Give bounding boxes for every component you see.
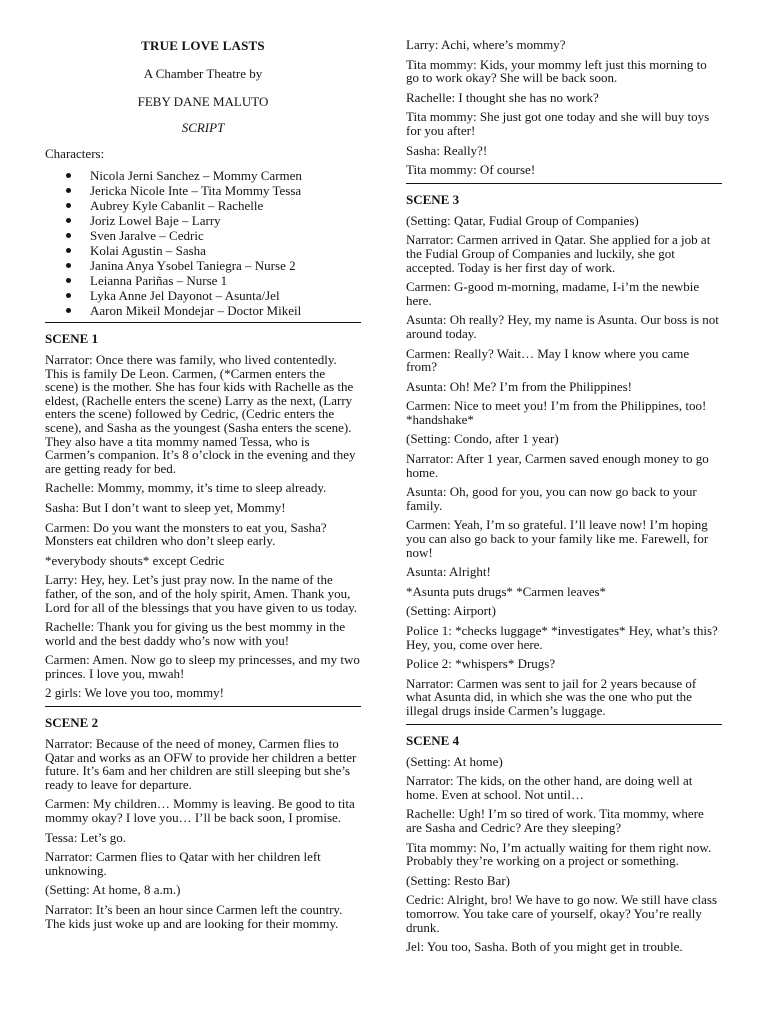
bullet-icon (66, 293, 71, 298)
cast-name: Lyka Anne Jel Dayonot – Asunta/Jel (90, 288, 280, 303)
script-line: Tita mommy: She just got one today and she will buy toys for you after! (406, 109, 710, 138)
cast-name: Aaron Mikeil Mondejar – Doctor Mikeil (90, 303, 302, 318)
right-column (406, 0, 722, 960)
cast-name: Nicola Jerni Sanchez – Mommy Carmen (90, 168, 302, 183)
cast-item (45, 258, 361, 273)
bullet-icon (66, 218, 71, 223)
scene-heading: SCENE 4 (406, 732, 460, 748)
script-line: Rachelle: Thank you for giving us the best mommy in the world and the best daddy who’s now with you! (45, 619, 346, 648)
cast-item (45, 228, 361, 243)
script-line: Narrator: Carmen was sent to jail for 2 years because of what Asunta did, in which she was the one who put the illegal drugs inside Carmen’s luggage. (406, 675, 697, 718)
characters-label: Characters: (45, 146, 105, 161)
cast-name: Aubrey Kyle Cabanlit – Rachelle (90, 198, 264, 213)
cast-list (45, 168, 361, 318)
bullet-icon (66, 263, 71, 268)
cast-item (45, 168, 361, 183)
cast-item (45, 198, 361, 213)
script-line: Narrator: Because of the need of money, Carmen flies to Qatar and works as an OFW to provide her children a better future. It’s 6am and her children are still sleeping but she’s ready to leave for departure. (45, 736, 357, 792)
play-title: TRUE LOVE LASTS (141, 38, 265, 53)
bullet-icon (66, 308, 71, 313)
cast-name: Kolai Agustin – Sasha (90, 243, 206, 258)
left-column-body (45, 331, 361, 930)
bullet-icon (66, 233, 71, 238)
script-line: Narrator: After 1 year, Carmen saved enough money to go home. (406, 451, 709, 480)
script-line: (Setting: Condo, after 1 year) (406, 431, 559, 447)
cast-item (45, 273, 361, 288)
script-line: Jel: You too, Sasha. Both of you might get in trouble. (406, 939, 683, 955)
script-line: Rachelle: Ugh! I’m so tired of work. Tita mommy, where are Sasha and Cedric? Are they sleeping? (406, 806, 704, 835)
script-line: Carmen: Do you want the monsters to eat you, Sasha? Monsters eat children who don’t sleep early. (45, 519, 327, 549)
script-line: Carmen: My children… Mommy is leaving. Be good to tita mommy okay? I love you… I’ll be back soon, I promise. (45, 796, 355, 826)
script-line: Sasha: Really?! (406, 142, 488, 158)
divider (406, 183, 722, 184)
script-line: Carmen: Amen. Now go to sleep my princesses, and my two princes. I love you, mwah! (45, 652, 360, 681)
cast-item (45, 213, 361, 228)
script-line: Carmen: Nice to meet you! I’m from the Philippines, too! *handshake* (406, 398, 707, 427)
bullet-icon (66, 188, 71, 193)
play-subtitle: A Chamber Theatre by (143, 66, 263, 81)
cast-name: Leianna Pariñas – Nurse 1 (90, 273, 228, 288)
script-line: Asunta: Oh! Me? I’m from the Philippines! (406, 378, 633, 394)
document-header (45, 38, 361, 136)
script-line: Carmen: Yeah, I’m so grateful. I’ll leave now! I’m hoping you can also go back to your family like me. Farewell, for now! (406, 517, 709, 560)
script-line: Narrator: The kids, on the other hand, are doing well at home. Even at school. Not until… (406, 773, 693, 802)
script-line: (Setting: Qatar, Fudial Group of Companies) (406, 212, 639, 228)
script-line: Narrator: Once there was family, who lived contentedly. This is family De Leon. Carmen, (*Carmen enters the scene) is the mother. She has four kids with Rachelle as the eldest, (Rachelle enters the scene) Larry as the next, (Larry enters the scene) followed by Cedric, (Cedric enters the scene), and Sasha as the youngest (Sasha enters the scene). They also have a tita mommy named Tessa, who is Carmen’s companion. It’s 8 o’clock in the evening and they are getting ready for bed. (45, 352, 356, 476)
script-line: Asunta: Oh really? Hey, my name is Asunta. Our boss is not around today. (406, 312, 719, 341)
cast-name: Sven Jaralve – Cedric (90, 228, 204, 243)
script-line: Rachelle: Mommy, mommy, it’s time to sleep already. (45, 480, 327, 496)
script-line: Narrator: Carmen flies to Qatar with her children left unknowing. (45, 849, 321, 878)
script-line: Larry: Hey, hey. Let’s just pray now. In the name of the father, of the son, and of the holy spirit, Amen. Thank you, Lord for all of the blessings that you have given to us today. (45, 572, 358, 615)
script-line: Sasha: But I don’t want to sleep yet, Mommy! (45, 499, 286, 515)
bullet-icon (66, 248, 71, 253)
script-line: (Setting: Resto Bar) (406, 872, 510, 888)
divider (45, 706, 361, 707)
cast-item (45, 303, 361, 318)
script-line: (Setting: Airport) (406, 603, 496, 619)
script-line: Narrator: Carmen arrived in Qatar. She applied for a job at the Fudial Group of Companies and luckily, she got accepted. Today is her first day of work. (406, 232, 711, 275)
bullet-icon (66, 278, 71, 283)
scene-heading: SCENE 3 (406, 191, 460, 207)
scene-heading: SCENE 2 (45, 715, 99, 731)
divider (45, 322, 361, 323)
script-line: Carmen: G-good m-morning, madame, I-i’m the newbie here. (406, 279, 700, 308)
script-line: (Setting: At home) (406, 753, 503, 769)
script-line: Police 1: *checks luggage* *investigates* Hey, what’s this? Hey, you, come over here. (406, 623, 718, 652)
scene-heading: SCENE 1 (45, 331, 99, 346)
script-line: Rachelle: I thought she has no work? (406, 89, 599, 105)
script-line: Asunta: Alright! (406, 564, 491, 580)
bullet-icon (66, 203, 71, 208)
script-line: Narrator: It’s been an hour since Carmen left the country. The kids just woke up and are looking for their mommy. (45, 902, 343, 931)
script-line: *everybody shouts* except Cedric (45, 552, 225, 568)
cast-name: Janina Anya Ysobel Taniegra – Nurse 2 (90, 258, 296, 273)
script-line: (Setting: At home, 8 a.m.) (45, 882, 181, 898)
left-column (45, 0, 361, 936)
cast-item (45, 288, 361, 303)
author-name: FEBY DANE MALUTO (137, 94, 269, 109)
script-line: Tita mommy: Kids, your mommy left just this morning to go to work okay? She will be back soon. (406, 56, 707, 86)
script-line: 2 girls: We love you too, mommy! (45, 685, 224, 701)
script-line: *Asunta puts drugs* *Carmen leaves* (406, 583, 607, 599)
divider (406, 724, 722, 725)
cast-name: Joriz Lowel Baje – Larry (90, 213, 221, 228)
cast-item (45, 243, 361, 258)
script-line: Carmen: Really? Wait… May I know where you came from? (406, 345, 690, 375)
script-label: SCRIPT (181, 120, 225, 135)
script-line: Tessa: Let’s go. (45, 829, 127, 845)
script-line: Asunta: Oh, good for you, you can now go back to your family. (406, 484, 697, 513)
cast-item (45, 183, 361, 198)
script-line: Tita mommy: Of course! (406, 162, 536, 178)
script-line: Police 2: *whispers* Drugs? (406, 656, 556, 672)
script-line: Cedric: Alright, bro! We have to go now. We still have class tomorrow. You take care of yourself, okay? You’re really drunk. (406, 892, 718, 935)
script-line: Tita mommy: No, I’m actually waiting for them right now. Probably they’re working on a project or something. (406, 839, 712, 869)
script-line: Larry: Achi, where’s mommy? (406, 37, 566, 52)
bullet-icon (66, 173, 71, 178)
cast-name: Jericka Nicole Inte – Tita Mommy Tessa (90, 183, 302, 198)
